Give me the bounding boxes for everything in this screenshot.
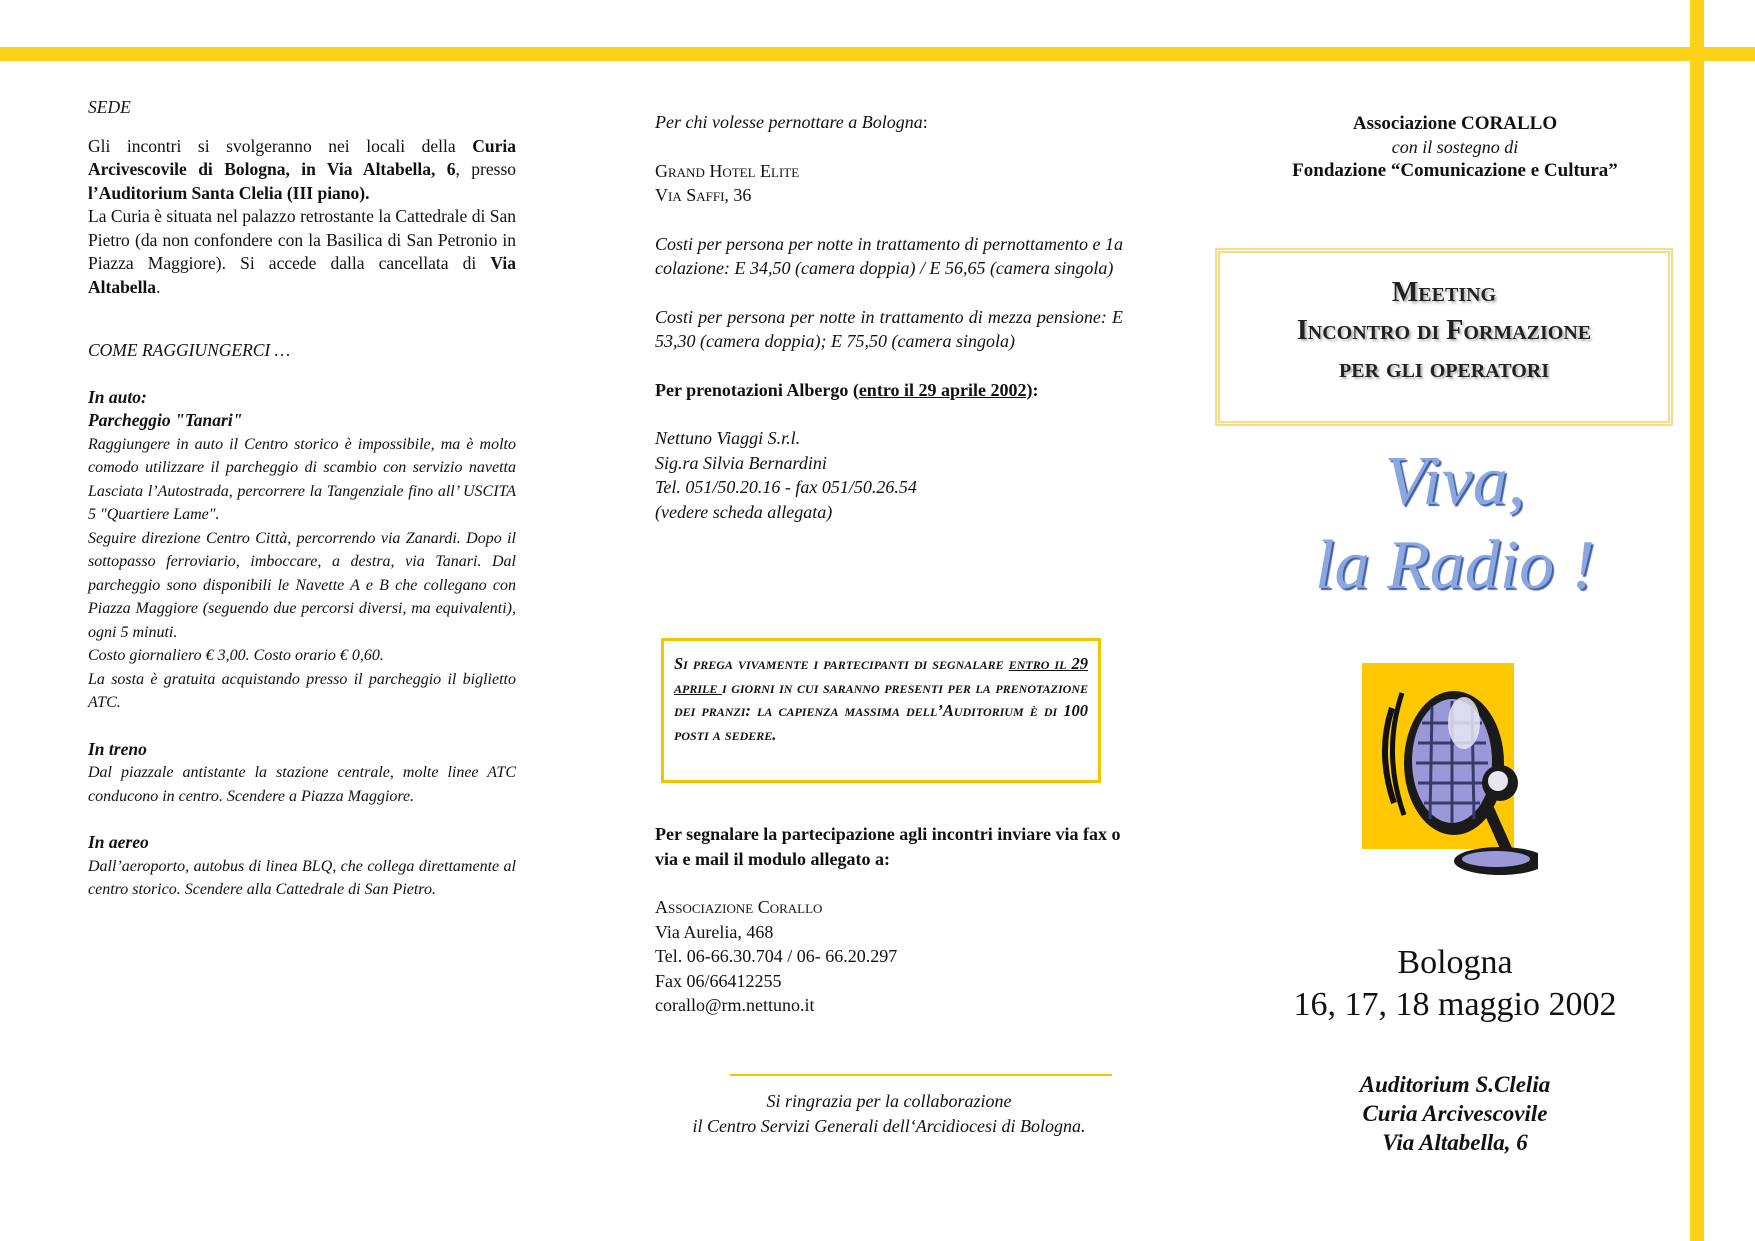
auto-text-2: Seguire direzione Centro Città, percorrendo via Zanardi. Dopo il sottopasso ferroviario, imboccare, a destra, via Tanari. Dal parcheggio sono disponibili le Navette A e B che collegano con Piazza Maggiore (seguendo due percorsi diversi, ma equivalenti), ogni 5 minuti.: [88, 529, 516, 641]
venue-line-3: Via Altabella, 6: [1382, 1130, 1528, 1155]
organizer-block: [1215, 111, 1695, 183]
pernottare-line: [655, 110, 1123, 135]
contact-address: Via Aurelia, 468: [655, 921, 774, 942]
colon: :: [1032, 379, 1039, 400]
headline-line-2: la Radio !: [1315, 527, 1595, 604]
colon: :: [922, 112, 928, 132]
hotel-name: Grand Hotel Elite: [655, 160, 800, 181]
hotel-address: Via Saffi, 36: [655, 185, 752, 205]
costs-bnb: Costi per persona per notte in trattamento di pernottamento e 1a colazione: E 34,50 (camera doppia) / E 56,65 (camera singola): [655, 233, 1123, 278]
auto-sosta: La sosta è gratuita acquistando presso il parcheggio il biglietto ATC.: [88, 670, 516, 711]
microphone-icon: [1362, 663, 1538, 885]
support-label: con il sostegno di: [1391, 137, 1519, 157]
foundation-name: Fondazione “Comunicazione e Cultura”: [1292, 160, 1618, 181]
sede-bold-address: Curia Arcivescovile di Bologna, in Via Altabella, 6: [88, 135, 516, 179]
contact-name: Associazione Corallo: [655, 897, 823, 917]
title-line-2: Incontro di Formazione: [1296, 315, 1592, 346]
treno-heading: In treno: [88, 738, 147, 759]
agency-contact: Sig.ra Silvia Bernardini: [655, 452, 827, 473]
booking-line: [655, 378, 1123, 403]
sede-paragraph: [88, 135, 516, 206]
registration-instructions: Per segnalare la partecipazione agli incontri inviare via fax o via e mail il modulo allegato a:: [655, 824, 1121, 869]
thanks-line-2: il Centro Servizi Generali dell‘Arcidiocesi di Bologna.: [692, 1116, 1086, 1136]
directions-text: La Curia è situata nel palazzo retrostante la Cattedrale di San Pietro (da non confondere con la Basilica di San Petronio in Piazza Maggiore). Si accede dalla cancellata di: [88, 206, 516, 273]
middle-column: [655, 110, 1123, 524]
agency-phone: Tel. 051/50.20.16 - fax 051/50.26.54: [655, 477, 917, 497]
auto-cost: Costo giornaliero € 3,00. Costo orario € 0,60.: [88, 647, 384, 664]
sede-text: Gli incontri si svolgeranno nei locali della: [88, 135, 473, 156]
agency-note: (vedere scheda allegata): [655, 501, 833, 522]
directions-bold: Via Altabella: [88, 253, 516, 297]
event-title: [1215, 274, 1673, 388]
thanks-line-1: Si ringrazia per la collaborazione: [766, 1091, 1012, 1111]
auto-text-1: Raggiungere in auto il Centro storico è impossibile, ma è molto comodo utilizzare il parcheggio di scambio con servizio navetta Lasciata l’Autostrada, percorrere la Tangenziale fino all’ USCITA 5 "Quartiere Lame".: [88, 435, 516, 523]
sede-text: , presso: [455, 159, 517, 179]
venue-block: [1215, 1070, 1695, 1157]
booking-deadline: (entro il 29 aprile 2002): [852, 379, 1033, 400]
auto-heading: In auto:: [88, 386, 147, 407]
agency-name: Nettuno Viaggi S.r.l.: [655, 428, 801, 448]
come-heading: COME RAGGIUNGERCI …: [88, 340, 291, 360]
top-yellow-bar: [0, 47, 1755, 61]
contact-phone: Tel. 06-66.30.704 / 06- 66.20.297: [655, 946, 898, 966]
sede-bold-auditorium: l’Auditorium Santa Clelia (III piano).: [88, 182, 370, 203]
thanks-note: [655, 1089, 1123, 1139]
event-dates: 16, 17, 18 maggio 2002: [1293, 986, 1617, 1023]
right-yellow-bar: [1690, 0, 1704, 1241]
sede-directions: [88, 205, 516, 299]
treno-text: Dal piazzale antistante la stazione centrale, molte linee ATC conducono in centro. Scendere a Piazza Maggiore.: [88, 764, 516, 805]
event-place-date: [1215, 942, 1695, 1026]
contact-fax: Fax 06/66412255: [655, 970, 782, 991]
pernottare-text: Per chi volesse pernottare a Bologna: [655, 112, 923, 132]
notice-text: i giorni in cui saranno presenti per la prenotazione dei pranzi: la capienza massima dell’Auditorium è di 100 posti a sedere.: [674, 677, 1089, 744]
headline-line-1: Viva,: [1384, 443, 1526, 520]
registration-section: [655, 822, 1123, 1018]
directions-text: .: [156, 276, 161, 297]
association-name: Associazione CORALLO: [1352, 113, 1558, 134]
left-column: [88, 96, 516, 902]
contact-email[interactable]: corallo@rm.nettuno.it: [655, 995, 815, 1015]
venue-line-2: Curia Arcivescovile: [1362, 1101, 1548, 1126]
title-line-1: Meeting: [1391, 277, 1497, 308]
city-name: Bologna: [1397, 944, 1513, 981]
booking-label: Per prenotazioni Albergo: [655, 379, 853, 400]
divider-line: [730, 1074, 1112, 1076]
auto-subheading: Parcheggio "Tanari": [88, 410, 243, 430]
headline: [1215, 440, 1695, 608]
title-line-3: per gli operatori: [1339, 353, 1549, 384]
notice-text: Si prega vivamente i partecipanti di segnalare: [674, 654, 1009, 673]
lunch-notice-box: [661, 638, 1101, 783]
sede-heading: SEDE: [88, 97, 131, 117]
venue-line-1: Auditorium S.Clelia: [1359, 1072, 1551, 1097]
notice-deadline: entro il 29 aprile: [674, 654, 1089, 697]
aereo-heading: In aereo: [88, 832, 149, 852]
costs-half-board: Costi per persona per notte in trattamento di mezza pensione: E 53,30 (camera doppia); E 75,50 (camera singola): [655, 306, 1123, 351]
aereo-text: Dall’aeroporto, autobus di linea BLQ, che collega direttamente al centro storico. Scendere alla Cattedrale di San Pietro.: [88, 857, 516, 898]
